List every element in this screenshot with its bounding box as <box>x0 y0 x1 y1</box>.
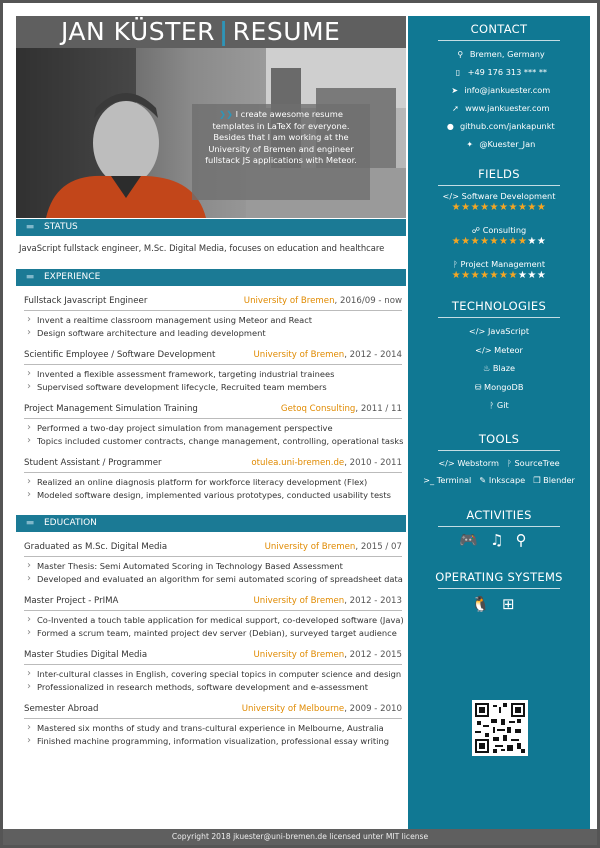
technology-item <box>408 396 590 415</box>
entry-title-row <box>24 595 402 607</box>
entry-title: Fullstack Javascript Engineer <box>24 296 148 306</box>
entry-title-row <box>24 541 402 553</box>
resume-entry <box>24 457 402 502</box>
star-icon: ★ <box>451 202 462 213</box>
star-icon: ★ <box>489 236 499 247</box>
entry-title: Master Project - PrIMA <box>24 596 119 606</box>
contact-line <box>408 135 590 153</box>
code-icon: </> <box>442 191 460 201</box>
technologies-heading: TECHNOLOGIES <box>451 299 547 313</box>
code-icon: </> <box>438 457 455 468</box>
resume-heading: RESUME <box>232 17 341 46</box>
entry-org-date <box>281 403 402 415</box>
contact-text: Bremen, Germany <box>469 49 545 59</box>
rating-stars <box>408 202 590 216</box>
field-label-row <box>408 224 590 236</box>
star-icon: ★ <box>517 270 528 281</box>
bicycle-icon: ⚲ <box>515 530 539 549</box>
contact-text: github.com/jankapunkt <box>459 121 555 131</box>
resume-entry <box>24 703 402 748</box>
page-title <box>16 16 406 48</box>
entry-date: , 2012 - 2013 <box>344 596 402 606</box>
technologies-section <box>408 298 590 415</box>
windows-icon: ⊞ <box>502 594 527 613</box>
contact-section <box>408 21 590 153</box>
main-column <box>16 16 406 831</box>
bio-text: I create awesome resume templates in LaTeX for everyone. Besides that I am working at the University of Bremen and engineer fullstack JS applications with Meteor. <box>205 109 357 166</box>
technology-item <box>408 341 590 360</box>
entry-date: , 2012 - 2015 <box>344 650 402 660</box>
name-heading: JAN KÜSTER <box>61 17 216 46</box>
entry-bullet: › Mastered six months of study and trans-cultural experience in Melbourne, Australia <box>24 722 402 735</box>
contact-line <box>408 117 590 135</box>
entry-bullet: › Finished machine programming, information visualization, professional essay writing <box>24 735 402 748</box>
star-icon: ★ <box>527 270 537 281</box>
mobile-icon: ▯ <box>455 68 461 77</box>
technology-item <box>408 359 590 378</box>
entry-bullet: › Inter-cultural classes in English, covering special topics in computer science and design <box>24 668 402 681</box>
star-icon: ★ <box>527 202 537 213</box>
resume-entry <box>24 403 402 448</box>
field-label-row <box>408 190 590 202</box>
os-section <box>408 569 590 613</box>
experience-header <box>16 269 406 286</box>
star-icon: ★ <box>499 236 509 247</box>
star-icon: ★ <box>536 236 547 247</box>
entry-bullet: › Invent a realtime classroom management using Meteor and React <box>24 314 402 327</box>
entry-org-date <box>253 349 402 361</box>
graduation-icon: ▬ <box>25 518 35 528</box>
entry-date: , 2011 / 11 <box>355 404 402 414</box>
user-icon: ▬ <box>25 222 35 232</box>
contact-heading: CONTACT <box>470 22 528 36</box>
entry-title-row <box>24 703 402 715</box>
tool-item <box>438 458 499 468</box>
entry-divider <box>24 610 402 611</box>
status-label: STATUS <box>44 222 78 232</box>
technology-label: Blaze <box>492 363 516 373</box>
code-icon: </> <box>475 344 492 355</box>
entry-organization: University of Bremen <box>253 596 345 606</box>
technology-item <box>408 322 590 341</box>
entry-divider <box>24 718 402 719</box>
entry-organization: University of Bremen <box>253 650 345 660</box>
entry-bullet: › Professionalized in research methods, software development and e-assessment <box>24 681 402 694</box>
entry-title: Master Studies Digital Media <box>24 650 148 660</box>
star-icon: ★ <box>451 270 462 281</box>
entry-bullet: › Invented a flexible assessment framework, targeting industrial trainees <box>24 368 402 381</box>
entry-bullet: › Performed a two-day project simulation from management perspective <box>24 422 402 435</box>
resume-entry <box>24 295 402 340</box>
entry-title: Scientific Employee / Software Development <box>24 350 216 360</box>
paper-plane-icon: ➤ <box>451 86 459 95</box>
bio-box <box>192 104 370 200</box>
star-icon: ★ <box>499 270 509 281</box>
entry-bullet: › Co-Invented a touch table application for medical support, co-developed software (Java) <box>24 614 402 627</box>
technology-label: Git <box>496 400 509 410</box>
paint-brush-icon: ✎ <box>479 474 487 485</box>
tool-label: SourceTree <box>514 457 560 468</box>
fields-section <box>408 166 590 284</box>
rating-stars <box>408 270 590 284</box>
resume-entry <box>24 349 402 394</box>
technology-label: JavaScript <box>488 326 530 336</box>
star-icon: ★ <box>508 270 518 281</box>
qr-code <box>472 700 528 756</box>
resume-entry <box>24 541 402 586</box>
field-label-row <box>408 258 590 270</box>
entry-org-date <box>265 541 402 553</box>
entry-org-date <box>253 649 402 661</box>
activities-heading: ACTIVITIES <box>466 507 532 522</box>
branch-icon: ᚹ <box>506 457 512 468</box>
entry-title-row <box>24 349 402 361</box>
resume-entry <box>24 595 402 640</box>
entry-date: , 2010 - 2011 <box>344 458 402 468</box>
briefcase-icon: ▬ <box>25 272 35 282</box>
quote-icon: ❯❯ <box>219 109 233 119</box>
entry-date: , 2012 - 2014 <box>344 350 402 360</box>
star-icon: ★ <box>517 236 528 247</box>
fire-icon: ♨ <box>482 363 491 373</box>
star-icon: ★ <box>470 236 481 247</box>
activities-section <box>408 507 590 549</box>
entry-organization: University of Bremen <box>243 296 335 306</box>
tool-item <box>507 458 560 468</box>
entry-org-date <box>253 595 402 607</box>
entry-divider <box>24 418 402 419</box>
tools-heading: TOOLS <box>478 431 520 446</box>
entry-title-row <box>24 295 402 307</box>
entry-title: Graduated as M.Sc. Digital Media <box>24 542 168 552</box>
education-list <box>16 541 406 748</box>
cube-icon: ❒ <box>533 474 541 485</box>
star-icon: ★ <box>461 236 471 247</box>
entry-bullet: › Design software architecture and leading development <box>24 327 402 340</box>
star-icon: ★ <box>461 202 471 213</box>
entry-title-row <box>24 649 402 661</box>
education-header <box>16 515 406 532</box>
entry-organization: Getoq Consulting <box>280 404 356 414</box>
entry-date: , 2009 - 2010 <box>344 704 402 714</box>
star-icon: ★ <box>489 270 499 281</box>
title-separator: | <box>219 17 229 46</box>
entry-date: , 2015 / 07 <box>355 542 402 552</box>
star-icon: ★ <box>489 202 499 213</box>
star-icon: ★ <box>451 236 462 247</box>
entry-divider <box>24 364 402 365</box>
star-icon: ★ <box>480 236 490 247</box>
branch-icon: ᚹ <box>452 259 458 269</box>
education-label: EDUCATION <box>44 518 97 528</box>
star-icon: ★ <box>470 202 481 213</box>
database-icon: ⛁ <box>474 381 482 392</box>
entry-organization: otulea.uni-bremen.de <box>251 458 345 468</box>
headphones-icon: ♫ <box>490 530 516 549</box>
tool-item <box>533 475 575 485</box>
entry-title: Project Management Simulation Training <box>24 404 198 414</box>
star-icon: ★ <box>508 236 518 247</box>
contact-text: www.jankuester.com <box>465 103 550 113</box>
experience-list <box>16 295 406 502</box>
tool-item <box>479 475 525 485</box>
entry-bullet: › Topics included customer contracts, change management, controlling, operational tasks <box>24 435 402 448</box>
linux-icon: 🐧 <box>471 594 503 613</box>
field-label: Project Management <box>460 259 546 269</box>
entry-bullet: › Master Thesis: Semi Automated Scoring in Technology Based Assessment <box>24 560 402 573</box>
contact-line <box>408 45 590 63</box>
gamepad-icon: 🎮 <box>459 530 491 549</box>
tool-item <box>423 475 471 485</box>
entry-organization: University of Melbourne <box>241 704 345 714</box>
entry-bullet: › Realized an online diagnosis platform for workforce literacy development (Flex) <box>24 476 402 489</box>
entry-org-date <box>251 457 402 469</box>
fields-heading: FIELDS <box>478 167 520 181</box>
tools-section <box>408 431 590 489</box>
experience-label: EXPERIENCE <box>44 272 101 282</box>
handshake-icon: ☍ <box>471 225 481 235</box>
field-label: Consulting <box>482 225 527 235</box>
status-text: JavaScript fullstack engineer, M.Sc. Digital Media, focuses on education and healthcare <box>19 243 385 253</box>
contact-line <box>408 63 590 81</box>
pointer-icon: ➚ <box>452 104 459 113</box>
star-icon: ★ <box>480 202 490 213</box>
technology-item <box>408 378 590 397</box>
star-icon: ★ <box>499 202 509 213</box>
contact-line <box>408 99 590 117</box>
entry-divider <box>24 664 402 665</box>
star-icon: ★ <box>517 202 528 213</box>
technology-label: MongoDB <box>484 381 524 392</box>
contact-text: +49 176 313 *** ** <box>467 67 548 77</box>
entry-bullet: › Developed and evaluated an algorithm for semi automated scoring of spreadsheet data <box>24 573 402 586</box>
entry-organization: University of Bremen <box>253 350 345 360</box>
entry-title: Semester Abroad <box>24 704 99 714</box>
entry-divider <box>24 556 402 557</box>
map-marker-icon: ⚲ <box>457 50 464 59</box>
github-icon: ● <box>446 122 454 131</box>
sidebar <box>408 16 590 831</box>
contact-line <box>408 81 590 99</box>
status-header <box>16 219 406 236</box>
star-icon: ★ <box>536 270 547 281</box>
field-label: Software Development <box>461 191 556 201</box>
os-heading: OPERATING SYSTEMS <box>435 569 563 584</box>
profile-photo <box>16 48 406 218</box>
entry-org-date <box>242 703 402 715</box>
contact-text: info@jankuester.com <box>464 85 551 95</box>
star-icon: ★ <box>470 270 481 281</box>
entry-bullet: › Formed a scrum team, mainted project dev server (Debian), surveyed target audience <box>24 627 402 640</box>
tool-label: Blender <box>543 474 575 485</box>
star-icon: ★ <box>480 270 490 281</box>
twitter-icon: ✦ <box>466 140 474 149</box>
entry-org-date <box>244 295 402 307</box>
entry-title-row <box>24 457 402 469</box>
entry-organization: University of Bremen <box>264 542 356 552</box>
star-icon: ★ <box>536 202 547 213</box>
entry-bullet: › Modeled software design, implemented various prototypes, conducted usability tests <box>24 489 402 502</box>
terminal-icon: >_ <box>423 474 435 485</box>
star-icon: ★ <box>508 202 518 213</box>
resume-entry <box>24 649 402 694</box>
entry-title: Student Assistant / Programmer <box>24 458 162 468</box>
entry-divider <box>24 310 402 311</box>
technology-label: Meteor <box>494 344 523 355</box>
footer: Copyright 2018 jkuester@uni-bremen.de licensed unter MIT license <box>3 829 597 845</box>
rating-stars <box>408 236 590 250</box>
star-icon: ★ <box>461 270 471 281</box>
code-icon: </> <box>468 326 486 336</box>
star-icon: ★ <box>527 236 537 247</box>
entry-title-row <box>24 403 402 415</box>
entry-bullet: › Supervised software development lifecycle, Recruited team members <box>24 381 402 394</box>
contact-text: @Kuester_Jan <box>479 139 536 149</box>
entry-divider <box>24 472 402 473</box>
tool-label: Inkscape <box>488 474 526 485</box>
tool-label: Webstorm <box>457 457 499 468</box>
entry-date: , 2016/09 - now <box>334 296 402 306</box>
tool-label: Terminal <box>436 474 472 485</box>
branch-icon: ᚹ <box>489 400 495 410</box>
